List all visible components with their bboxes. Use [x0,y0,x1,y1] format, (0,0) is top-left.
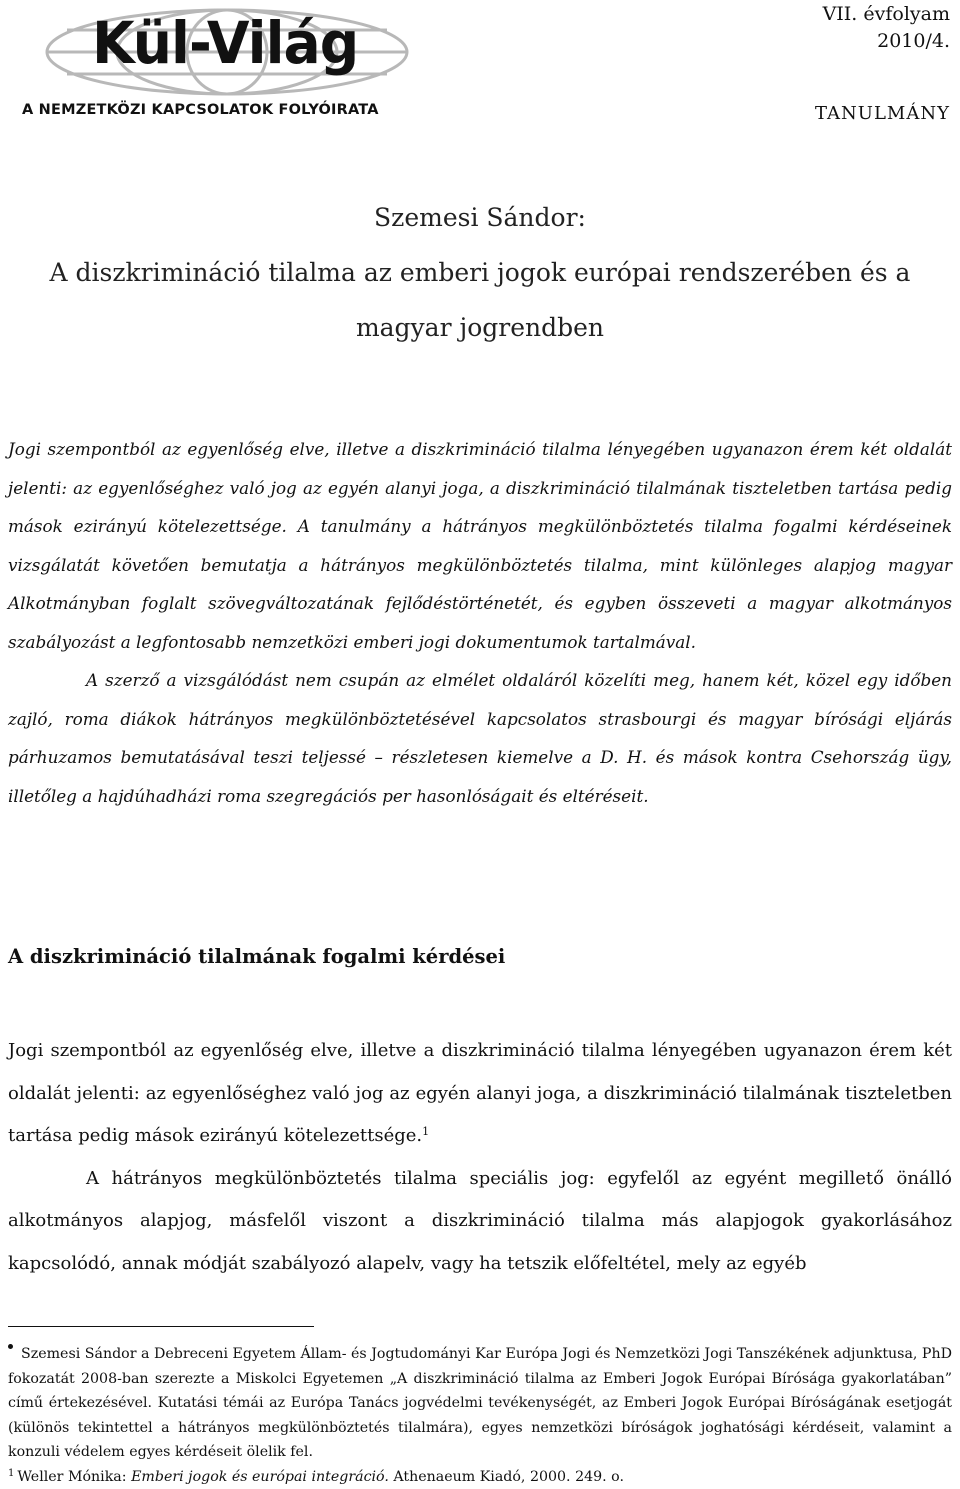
footnote-number: 1 [8,1468,14,1479]
footnote-ref-title: Emberi jogok és európai integráció. [131,1469,389,1485]
body-paragraph-1-text: Jogi szempontból az egyenlőség elve, illetve a diszkrimináció tilalma lényegében ugyanazon érem két oldalát jelenti: az egyenlőséghez való jog az egyén alanyi joga, a diszkrimináció tilalmának tiszteletben tartása pedig mások ezirányú kötelezettsége. [8,1040,952,1146]
abstract [8,430,952,815]
body-text [8,1030,952,1285]
section-heading: A diszkrimináció tilalmának fogalmi kérdései [8,945,505,968]
journal-logo [22,6,432,122]
article-title [0,190,960,355]
issue-number: 2010/4. [823,28,950,55]
issue-info [823,1,950,55]
footnote-ref-author: Weller Mónika: [17,1469,131,1485]
footnote-1 [8,1465,952,1489]
footnote-ref-1[interactable]: 1 [422,1125,429,1138]
title-line-1: A diszkrimináció tilalma az emberi jogok európai rendszerében és a [0,245,960,300]
masthead [0,0,960,135]
body-paragraph-1 [8,1030,952,1158]
title-line-2: magyar jogrendben [0,300,960,355]
author-line: Szemesi Sándor: [0,190,960,245]
footnote-divider [8,1326,314,1327]
article-type: TANULMÁNY [815,103,950,124]
footnotes [8,1342,952,1489]
logo-subtitle: A NEMZETKÖZI KAPCSOLATOK FOLYÓIRATA [22,102,379,118]
footnote-ref-publisher: Athenaeum Kiadó, 2000. 249. o. [389,1469,624,1485]
volume-label: VII. évfolyam [823,1,950,28]
abstract-paragraph-1: Jogi szempontból az egyenlőség elve, illetve a diszkrimináció tilalma lényegében ugyanazon érem két oldalát jelenti: az egyenlőséghez való jog az egyén alanyi joga, a diszkrimináció tilalmának tiszteletben tartása pedig mások ezirányú kötelezettsége. A tanulmány a hátrányos megkülönböztetés tilalma fogalmi kérdéseinek vizsgálatát követően bemutatja a hátrányos megkülönböztetés tilalma, mint különleges alapjog magyar Alkotmányban foglalt szövegváltozatának fejlődéstörténetét, és egyben összeveti a magyar alkotmányos szabályozást a legfontosabb nemzetközi emberi jogi dokumentumok tartalmával. [8,430,952,661]
abstract-paragraph-2: A szerző a vizsgálódást nem csupán az elmélet oldaláról közelíti meg, hanem két, közel egy időben zajló, roma diákok hátrányos megkülönböztetésével kapcsolatos strasbourgi és magyar bírósági eljárás párhuzamos bemutatásával teszi teljessé – részletesen kiemelve a D. H. és mások kontra Csehország ügy, illetőleg a hajdúhadházi roma szegregációs per hasonlóságait és eltéréseit. [8,661,952,815]
bullet-icon [8,1344,13,1349]
body-paragraph-2: A hátrányos megkülönböztetés tilalma speciális jog: egyfelől az egyént megillető önálló alkotmányos alapjog, másfelől viszont a diszkrimináció tilalma más alapjogok gyakorlásához kapcsolódó, annak módját szabályozó alapelv, vagy ha tetszik előfeltétel, mely az egyéb [8,1158,952,1286]
footnote-author-text: Szemesi Sándor a Debreceni Egyetem Állam- és Jogtudományi Kar Európa Jogi és Nemzetközi Jogi Tanszékének adjunktusa, PhD fokozatát 2008-ban szerezte a Miskolci Egyetemen „A diszkrimináció tilalma az Emberi Jogok Európai Bírósága gyakorlatában” című értekezésével. Kutatási témái az Európa Tanács jogvédelmi tevékenységét, az Emberi Jogok Európai Bíróságának esetjogát (különös tekintettel a hátrányos megkülönböztetés tilalmára), egyes nemzetközi bíróságok joghatósági kérdéseit, valamint a konzuli védelem egyes kérdéseit ölelik fel. [8,1346,952,1460]
footnote-author [8,1342,952,1465]
logo-wordmark: Kül-Világ [92,14,358,72]
